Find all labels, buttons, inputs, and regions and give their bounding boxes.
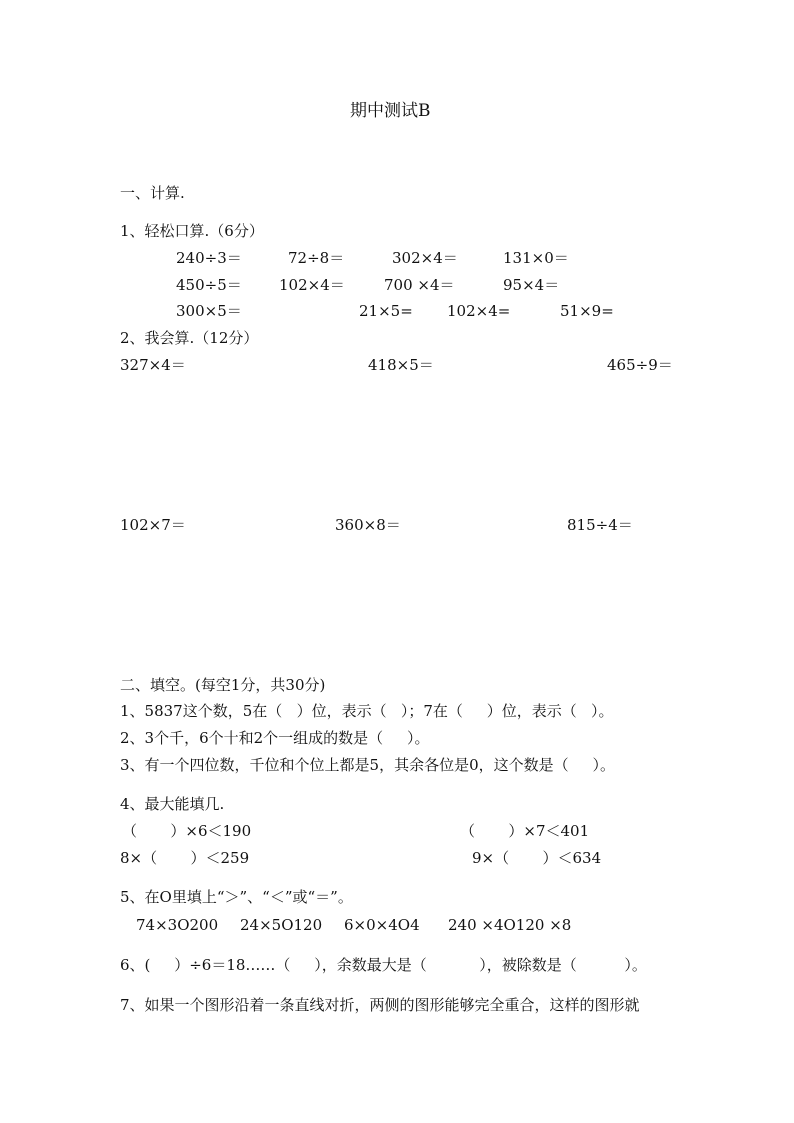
fill-question-1: 1、5837这个数，5在（ ）位，表示（ ）；7在（ ）位，表示（ ）。 — [120, 702, 614, 720]
q2-item: 327×4＝ — [120, 356, 186, 374]
section1-heading: 一、计算. — [120, 184, 185, 202]
q1-item: 51×9= — [560, 302, 614, 320]
q1-item: 240÷3＝ — [176, 249, 242, 267]
q2-item: 418×5＝ — [368, 356, 434, 374]
q2-item: 815÷4＝ — [567, 516, 633, 534]
q1-item: 72÷8＝ — [288, 249, 345, 267]
fill-question-4-item: （ ）×6＜190 — [122, 822, 252, 840]
q2-heading: 2、我会算.（12分） — [120, 329, 259, 347]
q2-item: 102×7＝ — [120, 516, 186, 534]
q2-item: 360×8＝ — [335, 516, 401, 534]
q1-heading: 1、轻松口算.（6分） — [120, 222, 264, 240]
q1-item: 131×0＝ — [503, 249, 569, 267]
q1-item: 450÷5＝ — [176, 276, 242, 294]
fill-question-3: 3、有一个四位数，千位和个位上都是5，其余各位是0，这个数是（ ）。 — [120, 756, 615, 774]
fill-question-4-item: 9×（ ）＜634 — [472, 849, 602, 867]
q1-item: 102×4＝ — [279, 276, 345, 294]
fill-question-5-item: 240 ×4O120 ×8 — [448, 916, 572, 934]
q2-item: 465÷9＝ — [607, 356, 673, 374]
fill-question-5-heading: 5、在O里填上“＞”、“＜”或“＝”。 — [120, 888, 353, 906]
fill-question-4-heading: 4、最大能填几. — [120, 795, 225, 813]
fill-question-6: 6、( ）÷6＝18……（ ），余数最大是（ ），被除数是（ ）。 — [120, 956, 647, 974]
fill-question-7: 7、如果一个图形沿着一条直线对折，两侧的图形能够完全重合，这样的图形就 — [120, 996, 640, 1014]
fill-question-4-item: 8×（ ）＜259 — [120, 849, 250, 867]
fill-question-5-item: 74×3O200 — [136, 916, 219, 934]
fill-question-5-item: 24×5O120 — [240, 916, 323, 934]
q1-item: 102×4= — [447, 302, 511, 320]
q1-item: 302×4＝ — [392, 249, 458, 267]
fill-question-5-item: 6×0×4O4 — [344, 916, 420, 934]
section2-heading: 二、填空。(每空1分，共30分) — [120, 676, 326, 694]
page-title: 期中测试B — [350, 101, 431, 121]
q1-item: 300×5＝ — [176, 302, 242, 320]
q1-item: 95×4＝ — [503, 276, 560, 294]
fill-question-4-item: （ ）×7＜401 — [460, 822, 590, 840]
q1-item: 21×5= — [359, 302, 413, 320]
q1-item: 700 ×4＝ — [384, 276, 455, 294]
fill-question-2: 2、3个千，6个十和2个一组成的数是（ ）。 — [120, 729, 430, 747]
